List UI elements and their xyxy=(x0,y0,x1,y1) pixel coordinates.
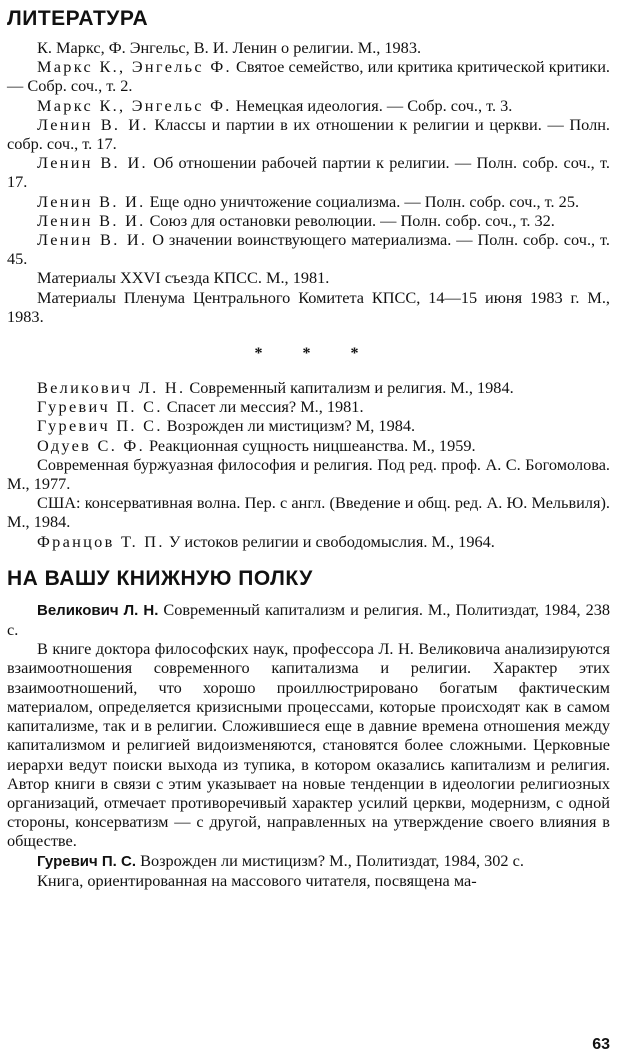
list-item: Современная буржуазная философия и религия. Под ред. проф. А. С. Богомолова. М., 1977. xyxy=(7,454,610,494)
review-author: Гуревич П. С. xyxy=(37,852,137,870)
list-item: Великович Л. Н. Современный капитализм и религия. М., 1984. xyxy=(37,378,514,398)
literature-heading: ЛИТЕРАТУРА xyxy=(7,7,149,30)
review-author: Великович Л. Н. xyxy=(37,601,159,619)
list-item: Ленин В. И. Об отношении рабочей партии к религии. — Полн. собр. соч., т. 17. xyxy=(7,153,610,192)
list-item: Гуревич П. С. Спасет ли мессия? М., 1981. xyxy=(37,397,364,417)
list-item: США: консервативная волна. Пер. с англ. (Введение и общ. ред. А. Ю. Мельвиля). М., 1984. xyxy=(7,493,610,532)
list-item: Ленин В. И. Еще одно уничтожение социализма. — Полн. собр. соч., т. 25. xyxy=(37,191,580,211)
list-item: Ленин В. И. Союз для остановки революции. — Полн. собр. соч., т. 32. xyxy=(37,210,555,230)
bookshelf-heading: НА ВАШУ КНИЖНУЮ ПОЛКУ xyxy=(7,566,313,590)
book-review xyxy=(7,851,610,890)
list-item: Маркс К., Энгельс Ф. Немецкая идеология. — Собр. соч., т. 3. xyxy=(37,95,513,115)
list-item: Гуревич П. С. Возрожден ли мистицизм? М, 1984. xyxy=(37,416,416,436)
book-review xyxy=(7,600,610,851)
list-item: Францов Т. П. У истоков религии и свободомыслия. М., 1964. xyxy=(37,531,495,551)
page-number: 63 xyxy=(592,1036,610,1053)
review-body: Книга, ориентированная на массового читателя, посвящена ма- xyxy=(37,870,477,890)
section-separator: * * * xyxy=(254,345,377,363)
list-item: Материалы Пленума Центрального Комитета КПСС, 14—15 июня 1983 г. М., 1983. xyxy=(7,287,610,326)
review-heading: Великович Л. Н. Современный капитализм и религия. М., Политиздат, 1984, 238 с. xyxy=(7,599,610,640)
review-heading: Гуревич П. С. Возрожден ли мистицизм? М., Политиздат, 1984, 302 с. xyxy=(37,850,524,870)
review-body: В книге доктора философских наук, профессора Л. Н. Великовича анализируются взаимоотношения современного капитализма и религии. Характер этих взаимоотношений, что хорошо проиллюстрировано богатым фактическим материалом, определяется кризисными процессами, которые происходят как в самом капитализме, так и в религии. Сложившиеся еще в давние времена отношения между капитализмом и религией видоизменяются, становятся более сложными. Церковные иерархи ведут поиски выхода из тупика, в котором оказались капитализм и религия. Автор книги в связи с этим указывает на новые тенденции в идеологии религиозных организаций, отмечает противоречивый характер усилий церкви, модернизм, с одной стороны, консерватизм — с другой, направленных на утверждение своего влияния в обществе. xyxy=(7,639,610,851)
list-item: Материалы XXVI съезда КПСС. М., 1981. xyxy=(37,268,330,288)
list-item: Ленин В. И. О значении воинствующего материализма. — Полн. собр. соч., т. 45. xyxy=(7,230,610,269)
literature-list-secondary xyxy=(7,378,610,551)
list-item: Ленин В. И. Классы и партии в их отношении к религии и церкви. — Полн. собр. соч., т. 17. xyxy=(7,114,610,154)
list-item: Одуев С. Ф. Реакционная сущность ницшеанства. М., 1959. xyxy=(37,435,476,455)
literature-list xyxy=(7,38,610,326)
list-item: Маркс К., Энгельс Ф. Святое семейство, или критика критической критики. — Собр. соч., т. 2. xyxy=(7,57,610,96)
list-item: К. Маркс, Ф. Энгельс, В. И. Ленин о религии. М., 1983. xyxy=(37,38,422,57)
